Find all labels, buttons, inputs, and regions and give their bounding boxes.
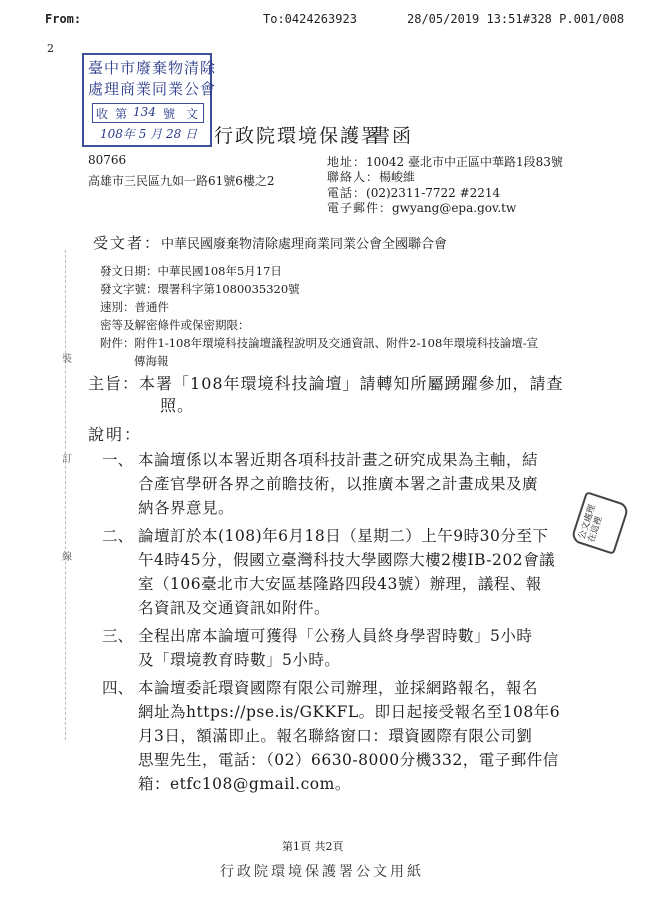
item-number: 三、 [102,627,134,645]
footer-letterhead: 行政院環境保護署公文用紙 [220,864,424,880]
item-line: 思聖先生，電話：（02）6630-8000分機332，電子郵件信 [138,751,559,769]
binding-mark: 訂 [62,454,72,465]
item-line: 室（106臺北市大安區基隆路四段43號）辦理，議程、報 [138,575,542,593]
item-line: 及「環境教育時數」5小時。 [138,651,341,669]
item-number: 一、 [102,451,134,469]
item-line: 名資訊及交通資訊如附件。 [138,599,331,617]
document-type: 書函 [371,125,414,147]
stamp-received-label: 收 [96,107,109,121]
stamp-org-line1: 臺中市廢棄物清除 [88,59,217,77]
attachments: 附件：附件1-108年環境科技論壇議程說明及交通資訊、附件2-108年環境科技論壇-宣 [100,336,539,350]
fax-from: From: [45,12,82,26]
fax-page-number: #328 P.001/008 [523,12,625,26]
attachments-line2: 傳海報 [134,354,169,368]
stamp-number-suffix: 號 [163,107,176,121]
security-level: 密等及解密條件或保密期限： [100,318,250,332]
item-line: 本論壇係以本署近期各項科技計畫之研究成果為主軸，結 [138,451,539,469]
contact-person: 聯絡人：楊峻維 [327,170,416,184]
contact-email: 電子郵件：gwyang@epa.gov.tw [327,201,517,215]
explanation-label: 說明： [88,425,143,444]
recipient-address: 高雄市三民區九如一路61號6樓之2 [88,174,275,188]
stamp-date: 108年 5 月 28 日 [100,127,198,141]
contact-phone: 電話：(02)2311-7722 #2214 [327,186,501,200]
binding-line [65,250,67,740]
subject-line2: 照。 [160,396,195,415]
page-number: 第1頁 共2頁 [282,840,344,853]
received-stamp [82,53,217,147]
stamp-doc-label: 文 [186,107,199,121]
fax-datetime: 28/05/2019 13:51 [407,12,523,26]
issue-date: 發文日期：中華民國108年5月17日 [100,264,282,278]
item-line: 月3日，額滿即止。報名聯絡窗口：環資國際有限公司劉 [138,727,533,745]
receiver: 受文者：中華民國廢棄物清除處理商業同業公會全國聯合會 [93,234,448,252]
item-line: 箱：etfc108@gmail.com。 [138,775,351,793]
stamp-number-label: 第 [115,107,128,121]
subject: 主旨：本署「108年環境科技論壇」請轉知所屬踴躍參加，請查 [88,374,564,393]
item-line: 納各界意見。 [138,499,235,517]
item-line: 網址為https://pse.is/GKKFL。即日起接受報名至108年6 [138,703,561,721]
stamp-number-box [92,103,204,123]
stamp-number-value: 134 [133,105,156,119]
issue-number: 發文字號：環署科字第1080035320號 [100,282,300,296]
item-number: 二、 [102,527,134,545]
binding-mark: 裝 [62,354,72,365]
item-line: 合產官學研各界之前瞻技術，以推廣本署之計畫成果及廣 [138,475,539,493]
page-marker: 2 [47,42,54,55]
item-number: 四、 [102,679,134,697]
item-line: 午4時45分，假國立臺灣科技大學國際大樓2樓IB-202會議 [138,551,556,569]
recipient-postcode: 80766 [88,153,127,167]
stamp-org-line2: 處理商業同業公會 [88,80,217,98]
delivery-speed: 速別：普通件 [100,300,169,314]
side-stamp: 公文處理在這裡 [570,491,630,555]
item-line: 本論壇委託環資國際有限公司辦理，並採網路報名，報名 [138,679,539,697]
agency-name: 行政院環境保護署 [214,125,383,147]
contact-address: 地址：10042 臺北市中正區中華路1段83號 [327,155,563,169]
item-line: 論壇訂於本(108)年6月18日（星期二）上午9時30分至下 [138,527,549,545]
item-line: 全程出席本論壇可獲得「公務人員終身學習時數」5小時 [138,627,533,645]
fax-to-number: To:0424263923 [263,12,357,26]
binding-mark: 線 [62,552,72,563]
